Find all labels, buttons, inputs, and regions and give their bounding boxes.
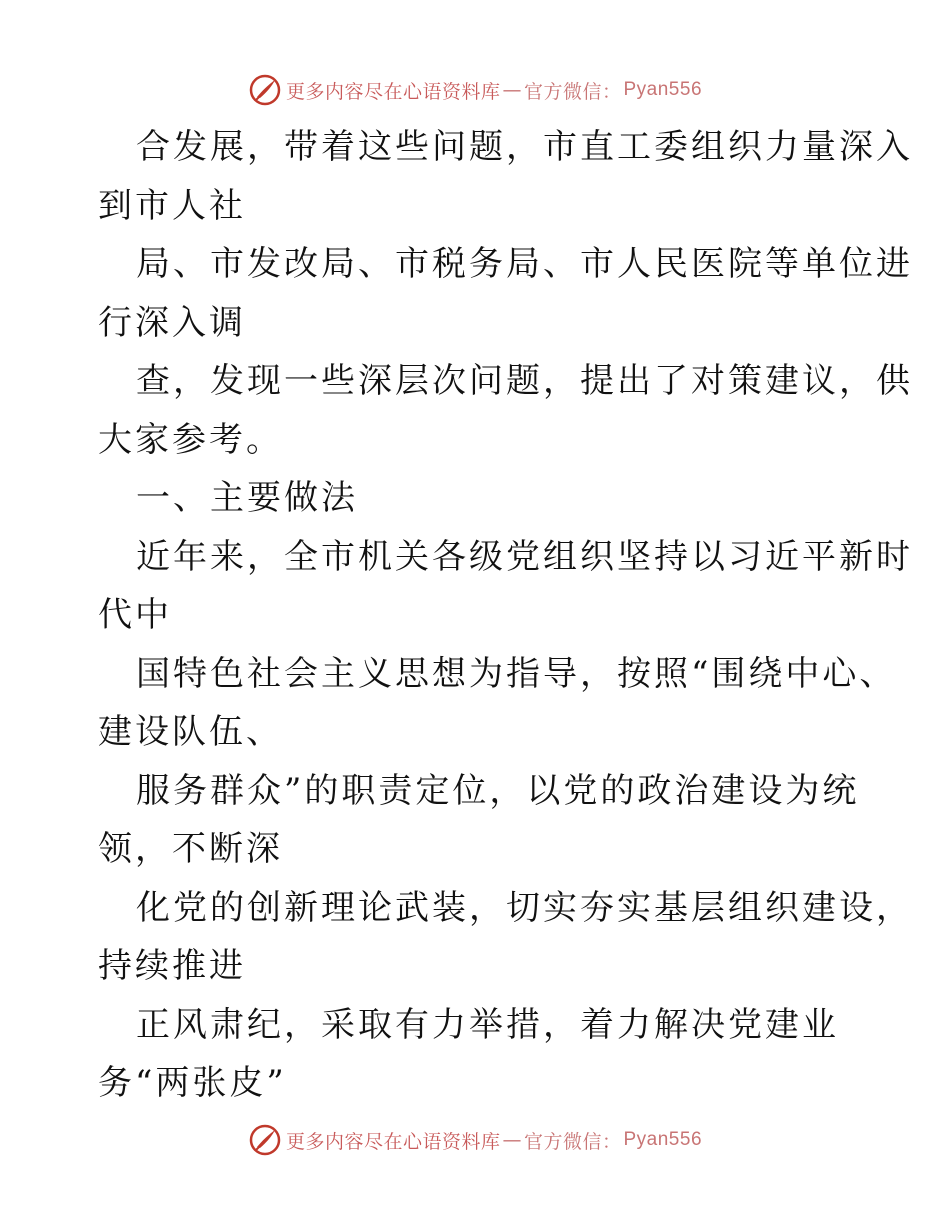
text-line: 查，发现一些深层次问题，提出了对策建议，供	[136, 361, 913, 401]
watermark-wechat-id: Pyan556	[623, 79, 703, 100]
text-line: 大家参考。	[98, 419, 283, 460]
text-line: 正风肃纪，采取有力举措，着力解决党建业	[136, 1004, 839, 1045]
text-line: 合发展，带着这些问题，市直工委组织力量深入	[136, 127, 913, 167]
watermark-brand: 更多内容尽在心语资料库	[285, 80, 501, 103]
text-line: 务“两张皮”	[98, 1063, 287, 1103]
watermark-separator: —	[502, 79, 522, 101]
text-line: 服务群众”的职责定位，以党的政治建设为统	[136, 770, 860, 811]
text-line: 持续推进	[98, 946, 246, 986]
text-line: 领，不断深	[98, 829, 283, 869]
text-line: 行深入调	[98, 302, 246, 343]
watermark-brand: 更多内容尽在心语资料库	[285, 1130, 501, 1153]
text-line: 局、市发改局、市税务局、市人民医院等单位进	[136, 244, 913, 284]
text-line: 到市人社	[98, 185, 246, 226]
watermark-wechat-id: Pyan556	[623, 1129, 703, 1150]
quill-logo-icon	[248, 73, 282, 107]
text-line: 代中	[98, 595, 172, 635]
text-line: 近年来，全市机关各级党组织坚持以习近平新时	[136, 536, 913, 577]
watermark-official-label: 官方微信：	[523, 1130, 622, 1153]
watermark-separator: —	[502, 1129, 522, 1151]
watermark-footer	[0, 1120, 950, 1160]
text-line: 化党的创新理论武装，切实夯实基层组织建设，	[136, 887, 913, 928]
text-line: 建设队伍、	[98, 712, 283, 752]
section-heading: 一、主要做法	[136, 478, 358, 518]
quill-logo-icon	[248, 1123, 282, 1157]
watermark-header	[0, 70, 950, 110]
document-body	[98, 118, 913, 1113]
watermark-official-label: 官方微信：	[523, 80, 622, 103]
text-line: 国特色社会主义思想为指导，按照“围绕中心、	[136, 653, 897, 694]
